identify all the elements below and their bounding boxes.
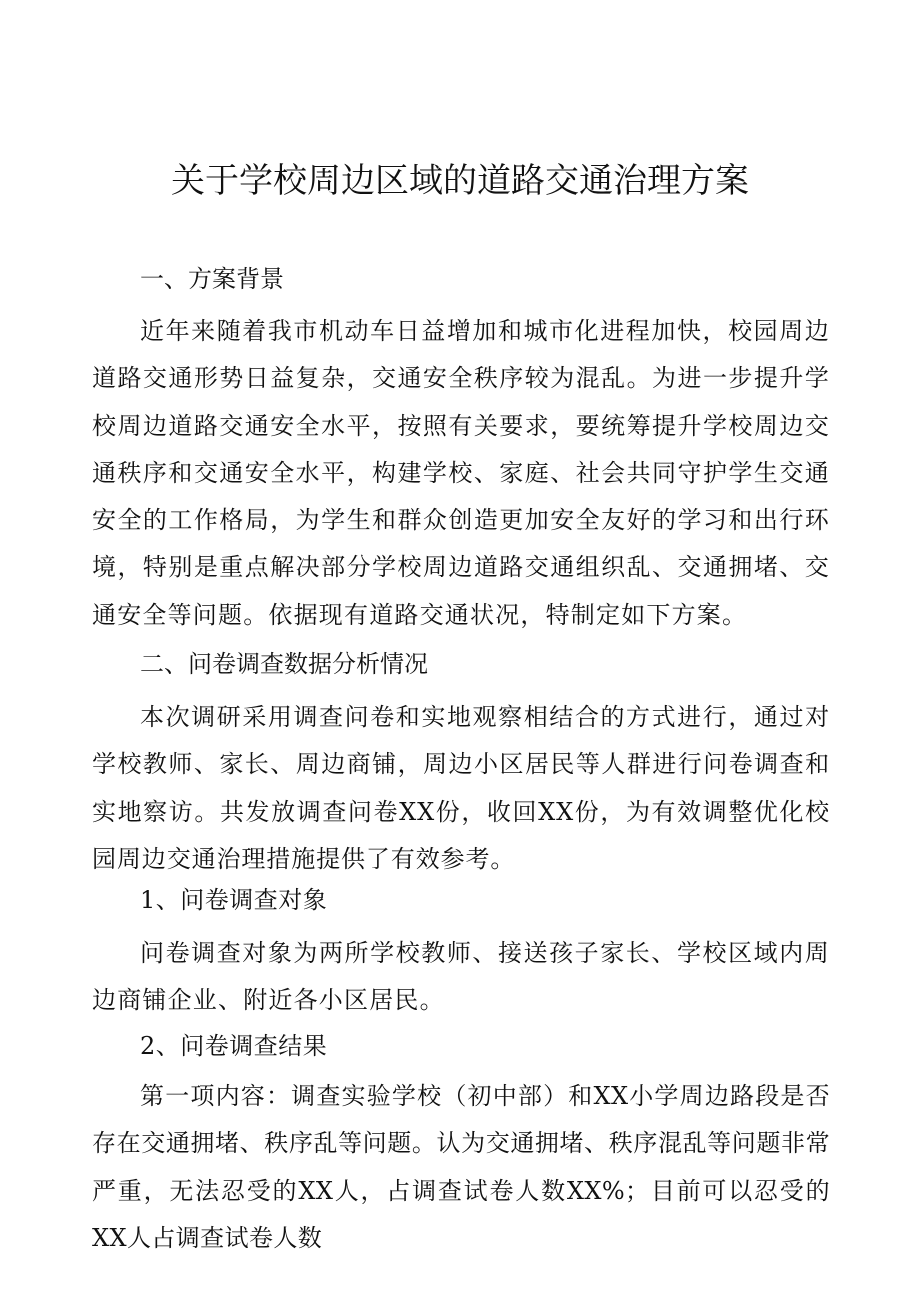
survey-method-paragraph: 本次调研采用调查问卷和实地观察相结合的方式进行，通过对学校教师、家长、周边商铺，周边小区居民等人群进行问卷调查和实地察访。共发放调查问卷XX份，收回XX份，为有效调整优化校园周边交通治理措施提供了有效参考。	[92, 703, 830, 873]
survey-objects-paragraph: 问卷调查对象为两所学校教师、接送孩子家长、学校区域内周边商铺企业、附近各小区居民。	[92, 939, 830, 1015]
survey-results-paragraph: 第一项内容：调查实验学校（初中部）和XX小学周边路段是否存在交通拥堵、秩序乱等问题。认为交通拥堵、秩序混乱等问题非常严重，无法忍受的XX人，占调查试卷人数XX%；目前可以忍受的XX人占调查试卷人数	[92, 1082, 830, 1252]
background-paragraph: 近年来随着我市机动车日益增加和城市化进程加快，校园周边道路交通形势日益复杂，交通安全秩序较为混乱。为进一步提升学校周边道路交通安全水平，按照有关要求，要统筹提升学校周边交通秩序和交通安全水平，构建学校、家庭、社会共同守护学生交通安全的工作格局，为学生和群众创造更加安全友好的学习和出行环境，特别是重点解决部分学校周边道路交通组织乱、交通拥堵、交通安全等问题。依据现有道路交通状况，特制定如下方案。	[92, 317, 830, 629]
section-heading-background: 一、方案背景	[140, 265, 284, 293]
subsection-heading-survey-results: 2、问卷调查结果	[140, 1032, 328, 1060]
section-heading-survey-analysis: 二、问卷调查数据分析情况	[140, 650, 428, 678]
subsection-heading-survey-objects: 1、问卷调查对象	[140, 886, 328, 914]
document-title: 关于学校周边区域的道路交通治理方案	[171, 161, 749, 201]
